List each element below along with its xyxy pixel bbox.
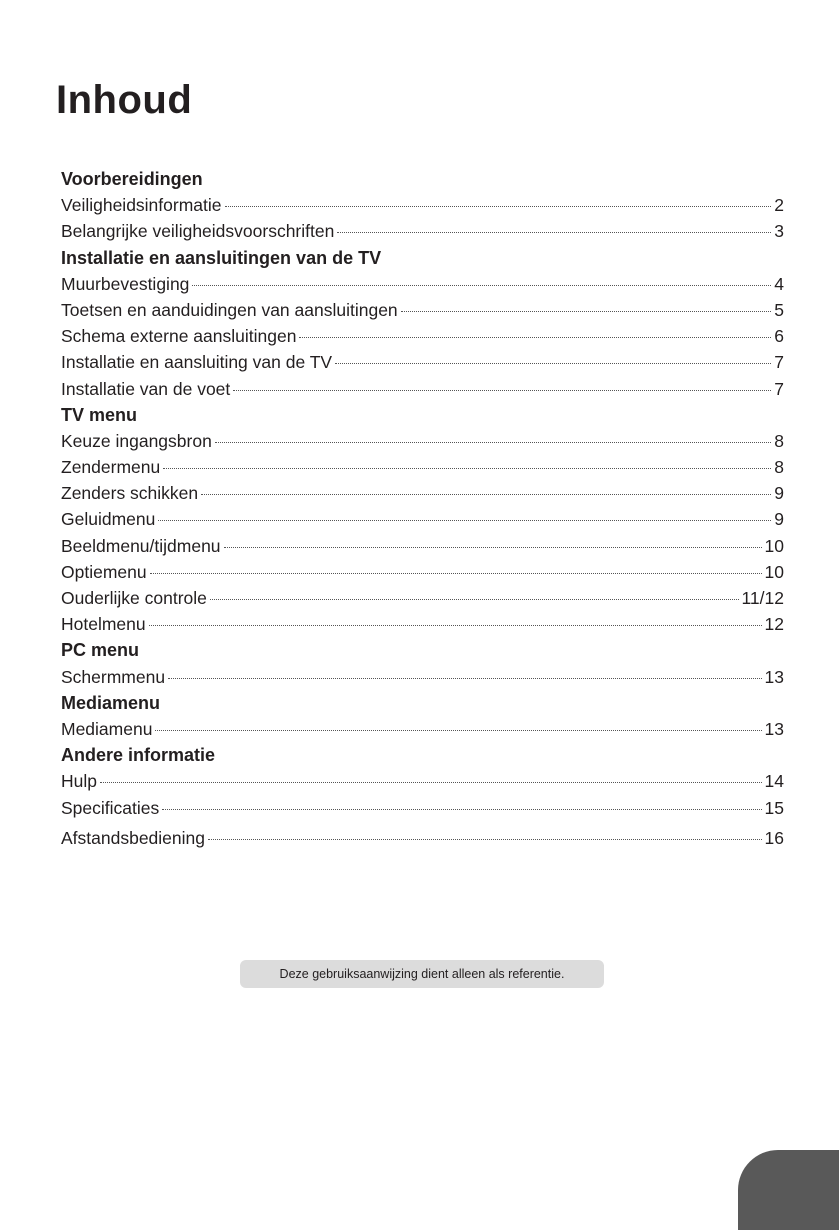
toc-entry[interactable]: [61, 664, 784, 690]
toc-entry-label: Geluidmenu: [61, 509, 156, 530]
toc-dot-leader: [168, 678, 761, 679]
toc-entry[interactable]: [61, 768, 784, 794]
toc-dot-leader: [150, 573, 762, 574]
toc-entry-label: Schermmenu: [61, 666, 166, 687]
toc-entry-label: Keuze ingangsbron: [61, 430, 212, 451]
toc-page-number: 13: [764, 718, 784, 739]
toc-dot-leader: [401, 311, 772, 312]
toc-dot-leader: [149, 625, 762, 626]
toc-page-number: 2: [774, 195, 784, 216]
toc-entry-label: Schema externe aansluitingen: [61, 326, 297, 347]
toc-dot-leader: [337, 232, 771, 233]
toc-entry[interactable]: [61, 611, 784, 637]
toc-page-number: 14: [764, 771, 784, 792]
toc-entry[interactable]: [61, 795, 784, 821]
toc-page-number: 5: [774, 299, 784, 320]
toc-page-number: 6: [774, 326, 784, 347]
toc-entry[interactable]: [61, 349, 784, 375]
toc-entry-label: Beeldmenu/tijdmenu: [61, 535, 221, 556]
toc-entry-label: Muurbevestiging: [61, 273, 190, 294]
toc-dot-leader: [163, 468, 771, 469]
toc-entry[interactable]: [61, 559, 784, 585]
toc-dot-leader: [201, 494, 771, 495]
toc-page-number: 16: [764, 827, 784, 848]
toc-entry-label: Installatie van de voet: [61, 378, 231, 399]
toc-section-heading: Andere informatie: [61, 745, 216, 766]
toc-entry-label: Ouderlijke controle: [61, 588, 207, 608]
toc-dot-leader: [215, 442, 771, 443]
toc-dot-leader: [158, 520, 771, 521]
toc-dot-leader: [208, 839, 762, 840]
toc-entry-label: Hulp: [61, 771, 97, 792]
toc-page-number: 15: [764, 797, 784, 818]
toc-page-number: 8: [774, 430, 784, 451]
toc-entry[interactable]: [61, 454, 784, 480]
toc-dot-leader: [233, 390, 771, 391]
toc-page-number: 3: [774, 221, 784, 242]
toc-entry[interactable]: [61, 297, 784, 323]
toc-page-number: 12: [764, 614, 784, 635]
toc-dot-leader: [224, 547, 762, 548]
toc-entry[interactable]: [61, 533, 784, 559]
toc-entry[interactable]: [61, 323, 784, 349]
toc-dot-leader: [162, 809, 761, 810]
toc-entry-label: Mediamenu: [61, 718, 153, 739]
reference-note: Deze gebruiksaanwijzing dient alleen als referentie.: [240, 960, 604, 988]
toc-entry[interactable]: [61, 506, 784, 532]
toc-page-number: 10: [764, 535, 784, 556]
toc-entry-label: Toetsen en aanduidingen van aansluitingen: [61, 299, 398, 320]
toc-entry-label: Zenders schikken: [61, 483, 199, 504]
toc-section-heading: Mediamenu: [61, 692, 161, 713]
toc-entry-label: Installatie en aansluiting van de TV: [61, 352, 333, 373]
toc-entry[interactable]: [61, 825, 784, 851]
toc-entry-label: Specificaties: [61, 797, 160, 818]
toc-dot-leader: [100, 782, 762, 783]
toc-page-number: 9: [774, 483, 784, 504]
toc-section-heading: TV menu: [61, 404, 138, 425]
toc-entry-label: Veiligheidsinformatie: [61, 195, 222, 216]
toc-page-number: 10: [764, 561, 784, 582]
toc-entry-label: Belangrijke veiligheidsvoorschriften: [61, 221, 335, 242]
toc-dot-leader: [335, 363, 771, 364]
toc-section-heading: Installatie en aansluitingen van de TV: [61, 247, 382, 268]
toc-entry[interactable]: [61, 716, 784, 742]
table-of-contents: [61, 166, 784, 851]
page-title: Inhoud: [56, 78, 193, 122]
toc-dot-leader: [192, 285, 771, 286]
toc-entry-label: Zendermenu: [61, 457, 161, 478]
toc-entry[interactable]: [61, 192, 784, 218]
toc-page-number: 11/12: [741, 588, 784, 608]
toc-entry[interactable]: [61, 585, 784, 611]
toc-dot-leader: [225, 206, 772, 207]
toc-entry-label: Optiemenu: [61, 561, 147, 582]
toc-page-number: 4: [774, 273, 784, 294]
toc-page-number: 9: [774, 509, 784, 530]
toc-entry[interactable]: [61, 428, 784, 454]
toc-page-number: 7: [774, 352, 784, 373]
toc-page-number: 13: [764, 666, 784, 687]
toc-dot-leader: [299, 337, 771, 338]
toc-entry[interactable]: [61, 480, 784, 506]
toc-entry-label: Afstandsbediening: [61, 827, 205, 848]
toc-section-heading: PC menu: [61, 640, 140, 661]
toc-page-number: 7: [774, 378, 784, 399]
toc-dot-leader: [155, 730, 761, 731]
toc-entry-label: Hotelmenu: [61, 614, 146, 635]
toc-section-heading: Voorbereidingen: [61, 169, 203, 189]
toc-page-number: 8: [774, 457, 784, 478]
page-corner-tab: [738, 1150, 839, 1230]
toc-dot-leader: [210, 599, 739, 600]
toc-entry[interactable]: [61, 218, 784, 244]
toc-entry[interactable]: [61, 271, 784, 297]
toc-entry[interactable]: [61, 376, 784, 402]
